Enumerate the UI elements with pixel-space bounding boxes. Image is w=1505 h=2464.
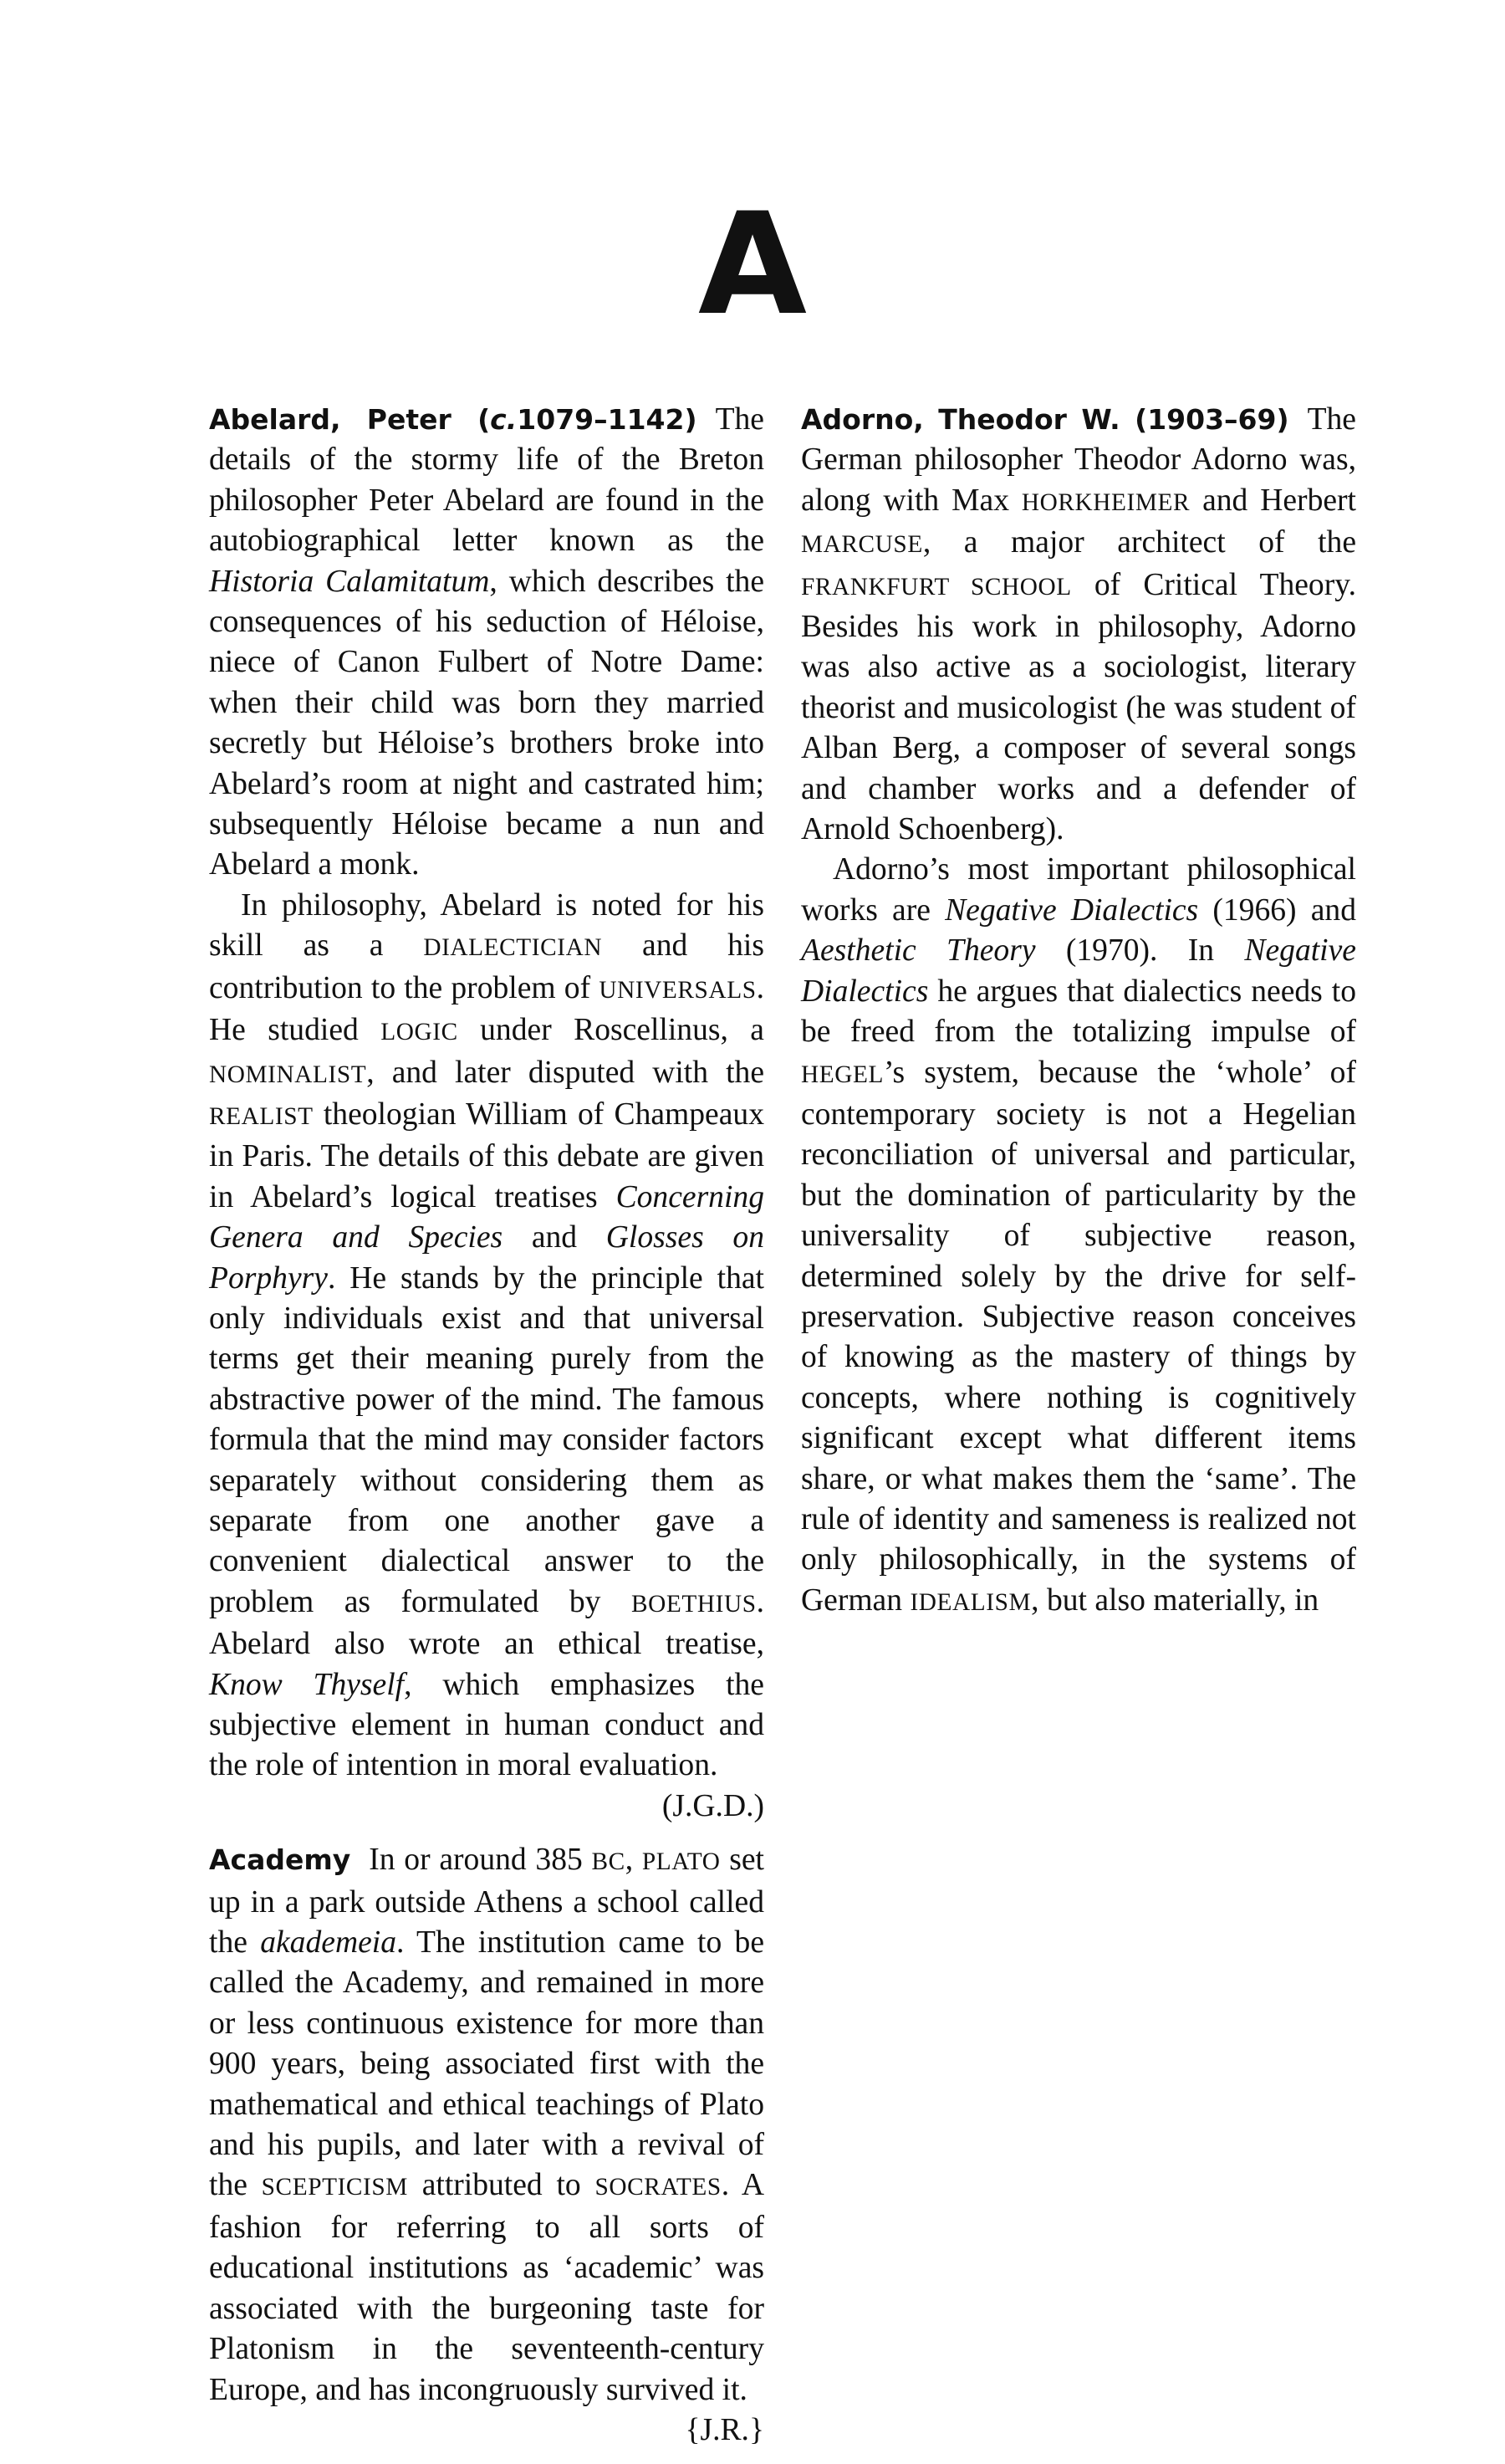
- abbr-bc: BC: [591, 1848, 625, 1876]
- entry-abelard: [209, 400, 764, 1827]
- section-letter: A: [697, 182, 808, 346]
- right-column: [801, 400, 1356, 1636]
- xref-marcuse[interactable]: MARCUSE: [801, 531, 923, 559]
- abelard-paragraph-1: Abelard, Peter (c.1079–1142) The details of the stormy life of the Breton philosopher Peter Abelard are found in the autobiographical letter known as the Historia Calamitatum, which describes the consequences of his seduction of Héloise, niece of Canon Fulbert of Notre Dame: when their child was born they married secretly but Héloise’s brothers broke into Abelard’s room at night and castrated him; subsequently Héloise became a nun and Abelard a monk.: [209, 402, 765, 882]
- xref-universals[interactable]: UNIVERSALS: [599, 976, 757, 1004]
- academy-paragraph: Academy In or around 385 BC, PLATO set up in a park outside Athens a school called the akademeia. The institution came to be called the Academy, and remained in more or less continuous existence for more than 900 years, being associated first with the mathematical and ethical teachings of Plato and his pupils, and later with a revival of the SCEPTICISM attributed to SOCRATES. A fashion for referring to all sorts of educational institutions as ‘academic’ was associated with the burgeoning taste for Platonism in the seventeenth-century Europe, and has incongruously survived it. {J.R.}: [209, 1840, 764, 2451]
- abelard-paragraph-2: In philosophy, Abelard is noted for his skill as a DIALECTICIAN and his contribution to the problem of UNIVERSALS. He studied LOGIC under Roscellinus, a NOMINALIST, and later disputed with the REALIST theologian William of Champeaux in Paris. The details of this debate are given in Abelard’s logical treatises Concerning Genera and Species and Glosses on Porphyry. He stands by the principle that only individuals exist and that universal terms get their meaning purely from the abstractive power of the mind. The famous formula that the mind may consider factors separately without considering them as separate from one another gave a convenient dialectical answer to the problem as formulated by BOETHIUS. Abelard also wrote an ethical treatise, Know Thyself, which emphasizes the subjective element in human conduct and the role of intention in moral evaluation. (J.G.D.): [209, 886, 764, 1827]
- adorno-paragraph-1: Adorno, Theodor W. (1903–69) The German philosopher Theodor Adorno was, along with Max HORKHEIMER and Herbert MARCUSE, a major architect of the FRANKFURT SCHOOL of Critical Theory. Besides his work in philosophy, Adorno was also active as a sociologist, literary theorist and musicologist (he was student of Alban Berg, a composer of several songs and chamber works and a defender of Arnold Schoenberg).: [801, 402, 1356, 847]
- signature-academy: {J.R.}: [685, 2412, 764, 2447]
- adorno-paragraph-2: Adorno’s most important philosophical works are Negative Dialectics (1966) and Aesthetic Theory (1970). In Negative Dialectics he argues that dialectics needs to be freed from the totalizing impulse of HEGEL’s system, because the ‘whole’ of contemporary society is not a Hegelian reconciliation of universal and particular, but the domination of particularity by the universality of subjective reason, determined solely by the drive for self-preservation. Subjective reason conceives of knowing as the mastery of things by concepts, where nothing is cognitively significant except what different items share, or what makes them the ‘same’. The rule of identity and sameness is realized not only philosophically, in the systems of German IDEALISM, but also materially, in: [801, 852, 1356, 1618]
- xref-scepticism[interactable]: SCEPTICISM: [261, 2174, 408, 2201]
- signature-abelard: (J.G.D.): [661, 1788, 764, 1823]
- xref-frankfurt-school[interactable]: FRANKFURT SCHOOL: [801, 573, 1072, 601]
- xref-idealism[interactable]: IDEALISM: [910, 1588, 1032, 1616]
- left-column: [209, 400, 764, 2464]
- xref-logic[interactable]: LOGIC: [380, 1019, 458, 1046]
- headword-academy: Academy: [209, 1843, 351, 1877]
- entry-academy: [209, 1840, 764, 2451]
- xref-horkheimer[interactable]: HORKHEIMER: [1021, 488, 1191, 516]
- xref-socrates[interactable]: SOCRATES: [594, 2174, 722, 2201]
- xref-nominalist[interactable]: NOMINALIST: [209, 1061, 367, 1088]
- xref-boethius[interactable]: BOETHIUS: [630, 1590, 757, 1618]
- headword-adorno: Adorno, Theodor W. (1903–69): [801, 403, 1289, 436]
- xref-dialectician[interactable]: DIALECTICIAN: [423, 934, 603, 962]
- xref-realist[interactable]: REALIST: [209, 1102, 314, 1130]
- xref-plato[interactable]: PLATO: [641, 1848, 721, 1876]
- headword-abelard: Abelard, Peter (c.1079–1142): [209, 403, 697, 436]
- xref-hegel[interactable]: HEGEL: [801, 1061, 884, 1088]
- entry-adorno: [801, 400, 1356, 1623]
